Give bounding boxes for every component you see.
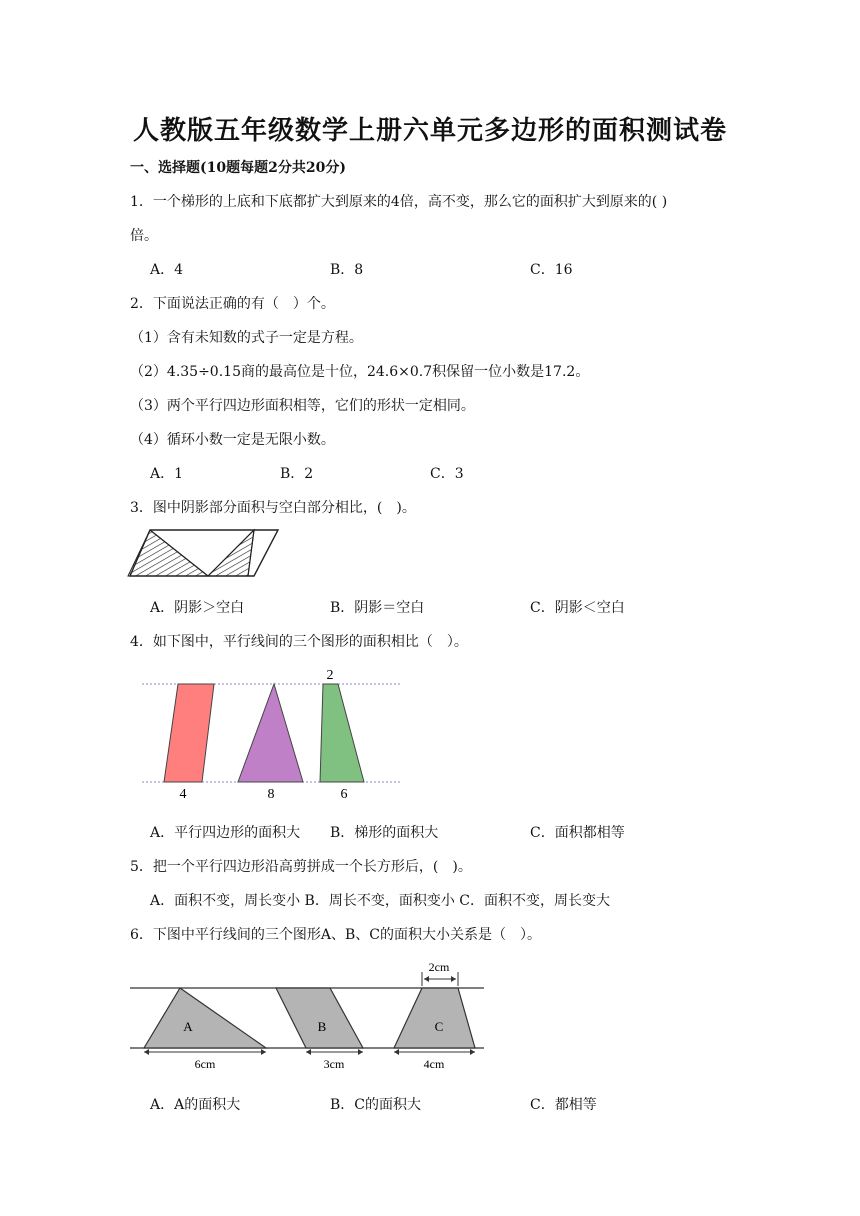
question-6-stem: 6．下图中平行线间的三个图形A、B、C的面积大小关系是（ ）。 [130, 927, 542, 943]
question-3-stem: 3．图中阴影部分面积与空白部分相比，( )。 [130, 500, 416, 516]
question-2-stem: 2．下面说法正确的有（ ）个。 [130, 296, 335, 312]
shape-b-parallelogram [276, 988, 363, 1048]
shape-c-trapezoid [394, 988, 475, 1048]
question-2-option-c: C．3 [430, 466, 464, 482]
question-3-parallelogram-figure [128, 528, 280, 580]
shape-a-label: A [183, 1019, 193, 1034]
question-4-option-b: B．梯形的面积大 [330, 825, 439, 841]
triangle-base-label: 8 [267, 787, 275, 802]
question-6-option-b: B．C的面积大 [330, 1097, 421, 1113]
shape-a-base-label: 6cm [194, 1057, 216, 1071]
question-2-statement-3: （3）两个平行四边形面积相等，它们的形状一定相同。 [130, 398, 475, 414]
question-6-figure [128, 956, 488, 1076]
shape-c-label: C [434, 1019, 444, 1034]
question-5-stem: 5．把一个平行四边形沿高剪拼成一个长方形后，( )。 [130, 859, 472, 875]
question-2-statement-4: （4）循环小数一定是无限小数。 [130, 432, 335, 448]
shape-a-triangle [144, 988, 266, 1048]
triangle-shape [238, 684, 303, 782]
question-2-option-a: A．1 [150, 466, 184, 482]
trapezoid-base-label: 6 [340, 787, 348, 802]
question-1-stem-line2: 倍。 [130, 228, 158, 244]
parallelogram-shape [164, 684, 214, 782]
trapezoid-top-label: 2 [326, 668, 334, 683]
shape-c-top-label: 2cm [428, 960, 450, 974]
question-6-option-a: A．A的面积大 [150, 1097, 241, 1113]
question-4-option-c: C．面积都相等 [530, 825, 625, 841]
question-1-option-a: A．4 [150, 262, 184, 278]
parallelogram-base-label: 4 [179, 787, 187, 802]
question-2-statement-2: （2）4.35÷0.15商的最高位是十位，24.6×0.7积保留一位小数是17.2。 [130, 364, 590, 380]
trapezoid-shape [320, 684, 364, 782]
question-4-stem: 4．如下图中，平行线间的三个图形的面积相比（ ）。 [130, 634, 468, 650]
question-3-option-c: C．阴影＜空白 [530, 600, 625, 616]
question-2-statement-1: （1）含有未知数的式子一定是方程。 [130, 330, 363, 346]
question-4-figure [140, 664, 405, 804]
question-1-option-c: C．16 [530, 262, 573, 278]
question-3-option-b: B．阴影＝空白 [330, 600, 425, 616]
question-4-option-a: A．平行四边形的面积大 [150, 825, 301, 841]
question-3-option-a: A．阴影＞空白 [150, 600, 245, 616]
page-title: 人教版五年级数学上册六单元多边形的面积测试卷 [132, 116, 727, 146]
question-1-stem-line1: 1．一个梯形的上底和下底都扩大到原来的4倍，高不变，那么它的面积扩大到原来的( ) [130, 194, 668, 210]
question-6-option-c: C．都相等 [530, 1097, 597, 1113]
question-1-option-b: B．8 [330, 262, 364, 278]
shape-b-base-label: 3cm [323, 1057, 345, 1071]
question-5-options: A．面积不变，周长变小 B．周长不变，面积变小 C．面积不变，周长变大 [150, 893, 611, 909]
shape-b-label: B [317, 1019, 327, 1034]
section-heading: 一、选择题(10题每题2分共20分) [130, 160, 346, 176]
shape-c-base-label: 4cm [423, 1057, 445, 1071]
question-2-option-b: B．2 [280, 466, 314, 482]
